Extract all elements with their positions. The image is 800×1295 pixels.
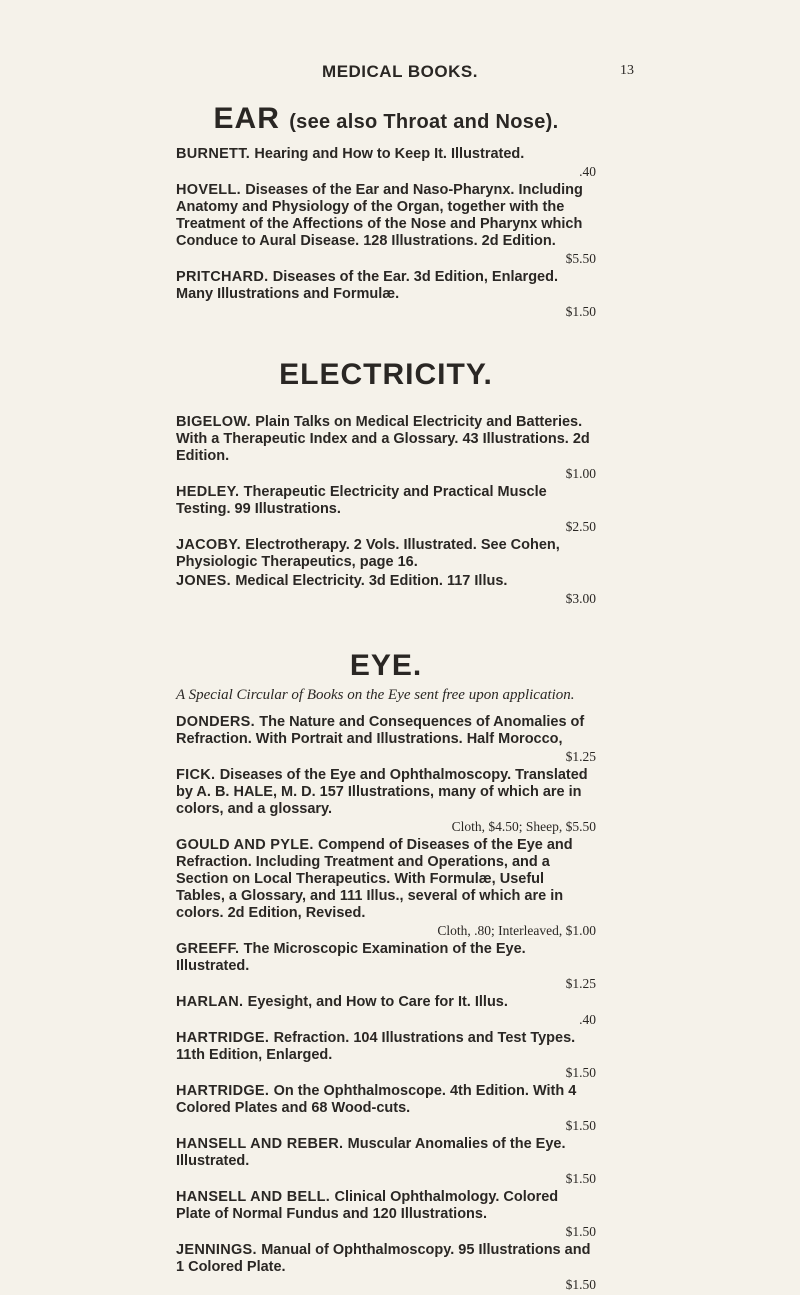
entry-description: Manual of Ophthalmoscopy. 95 Illustrations and 1 Colored Plate. (176, 1242, 591, 1275)
entry-author: JONES. (176, 573, 236, 589)
entry-price: Cloth, $4.50; Sheep, $5.50 (451, 819, 596, 834)
entry-author: HARTRIDGE. (176, 1030, 274, 1046)
entry-price: $2.50 (565, 519, 596, 534)
entry-price: $1.50 (565, 1171, 596, 1186)
entry-price: $1.50 (565, 1065, 596, 1080)
entry-price: .40 (579, 1012, 596, 1027)
catalog-entry (176, 1189, 596, 1240)
entry-description: Diseases of the Eye and Ophthalmoscopy. Translated by A. B. HALE, M. D. 157 Illustrations, many of which are in colors, and a glossary. (176, 767, 588, 817)
entry-price: $1.25 (565, 749, 596, 764)
catalog-entry (176, 414, 596, 482)
entry-author: HARTRIDGE. (176, 1083, 274, 1099)
catalog-entry (176, 1083, 596, 1134)
entry-description: Clinical Ophthalmology. Colored Plate of Normal Fundus and 120 Illustrations. (176, 1189, 559, 1222)
entry-description: Compend of Diseases of the Eye and Refraction. Including Treatment and Operations, and a Section on Local Therapeutics. With Formulæ, Useful Tables, a Glossary, and 111 Illus., several of which are in colors. 2d Edition, Revised. (176, 837, 573, 921)
entry-price: $1.50 (565, 1277, 596, 1292)
entry-price: $3.00 (565, 591, 596, 606)
entry-description: On the Ophthalmoscope. 4th Edition. With 4 Colored Plates and 68 Wood-cuts. (176, 1083, 577, 1116)
entry-description: Diseases of the Ear and Naso-Pharynx. Including Anatomy and Physiology of the Organ, together with the Treatment of the Affections of the Nose and Pharynx which Conduce to Aural Disease. 128 Illustrations. 2d Edition. (176, 182, 583, 249)
catalog-entry (176, 269, 596, 320)
entry-author: JENNINGS. (176, 1242, 262, 1258)
entry-author: FICK. (176, 767, 220, 783)
entry-description: The Microscopic Examination of the Eye. Illustrated. (176, 941, 526, 974)
entry-author: JACOBY. (176, 537, 246, 553)
entry-price: .40 (579, 164, 596, 179)
entry-price: Cloth, .80; Interleaved, $1.00 (437, 923, 596, 938)
catalog-entry (176, 1242, 596, 1293)
catalog-entry (176, 182, 596, 267)
content (176, 102, 596, 1295)
page-number: 13 (620, 63, 634, 78)
entry-author: BIGELOW. (176, 414, 256, 430)
catalog-entry (176, 537, 596, 571)
entry-author: HARLAN. (176, 994, 248, 1010)
entry-author: HANSELL AND REBER. (176, 1136, 348, 1152)
entry-author: PRITCHARD. (176, 269, 273, 285)
running-title: MEDICAL BOOKS. (322, 62, 478, 81)
entry-description: Medical Electricity. 3d Edition. 117 Illus. (235, 573, 508, 589)
entry-description: Diseases of the Ear. 3d Edition, Enlarged. Many Illustrations and Formulæ. (176, 269, 558, 302)
entry-author: DONDERS. (176, 714, 260, 730)
electricity-entries (176, 414, 596, 607)
catalog-entry (176, 484, 596, 535)
catalog-entry (176, 941, 596, 992)
electricity-heading: ELECTRICITY. (279, 358, 493, 391)
catalog-entry (176, 1030, 596, 1081)
entry-description: Therapeutic Electricity and Practical Muscle Testing. 99 Illustrations. (176, 484, 547, 517)
ear-heading: EAR (see also Throat and Nose). (213, 102, 559, 135)
entry-description: Refraction. 104 Illustrations and Test Types. 11th Edition, Enlarged. (176, 1030, 576, 1063)
entry-description: Plain Talks on Medical Electricity and Batteries. With a Therapeutic Index and a Glossary. 43 Illustrations. 2d Edition. (176, 414, 590, 464)
catalog-entry (176, 767, 596, 835)
catalog-entry (176, 837, 596, 939)
catalog-entry (176, 573, 596, 607)
entry-author: BURNETT. (176, 146, 255, 162)
catalog-entry (176, 714, 596, 765)
entry-description: Electrotherapy. 2 Vols. Illustrated. See Cohen, Physiologic Therapeutics, page 16. (176, 537, 560, 570)
ear-entries (176, 146, 596, 320)
entry-author: HOVELL. (176, 182, 246, 198)
entry-price: $1.25 (565, 976, 596, 991)
entry-price: $1.50 (565, 1118, 596, 1133)
entry-price: $5.50 (565, 251, 596, 266)
entry-description: Eyesight, and How to Care for It. Illus. (247, 994, 508, 1010)
running-head (0, 62, 800, 86)
entry-price: $1.00 (565, 466, 596, 481)
entry-author: HEDLEY. (176, 484, 244, 500)
catalog-entry (176, 146, 596, 180)
catalog-entry (176, 1136, 596, 1187)
entry-description: Hearing and How to Keep It. Illustrated. (254, 146, 525, 162)
entry-author: HANSELL AND BELL. (176, 1189, 335, 1205)
entry-price: $1.50 (565, 304, 596, 319)
entry-price: $1.50 (565, 1224, 596, 1239)
entry-author: GREEFF. (176, 941, 244, 957)
eye-entries (176, 714, 596, 1293)
entry-description: The Nature and Consequences of Anomalies of Refraction. With Portrait and Illustrations. Half Morocco, (176, 714, 585, 747)
entry-description: Muscular Anomalies of the Eye. Illustrated. (176, 1136, 566, 1169)
eye-heading: EYE. (349, 649, 423, 682)
eye-note: A Special Circular of Books on the Eye sent free upon application. (176, 687, 575, 703)
entry-author: GOULD AND PYLE. (176, 837, 319, 853)
catalog-entry (176, 994, 596, 1028)
